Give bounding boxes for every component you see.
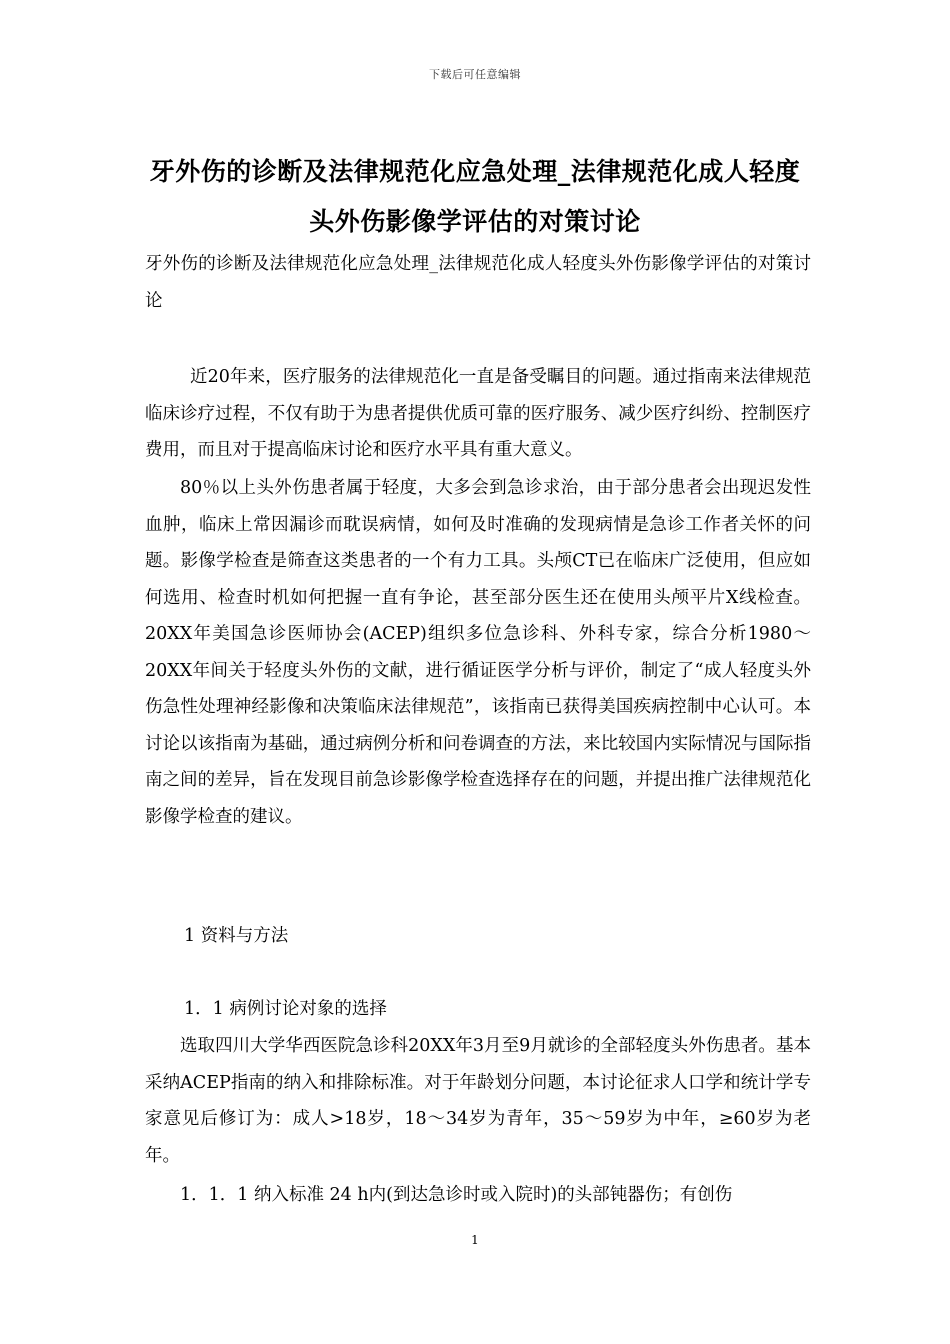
paragraph-case-selection: 选取四川大学华西医院急诊科20XX年3月至9月就诊的全部轻度头外伤患者。基本采纳ACEP指南的纳入和排除标准。对于年龄划分问题，本讨论征求人口学和统计学专家意见后修订为：成人>18岁，18～34岁为青年，35～59岁为中年，≥60岁为老年。: [145, 1036, 811, 1166]
section-heading-materials-methods: 1 资料与方法: [184, 926, 289, 946]
page-number: 1: [471, 1233, 479, 1247]
document-title-line-2: 头外伤影像学评估的对策讨论: [309, 207, 641, 236]
subsection-heading-case-selection: 1．1 病例讨论对象的选择: [184, 999, 387, 1019]
header-note: 下载后可任意编辑: [429, 68, 521, 81]
paragraph-background: 80％以上头外伤患者属于轻度，大多会到急诊求治，由于部分患者会出现迟发性血肿，临床上常因漏诊而耽误病情，如何及时准确的发现病情是急诊工作者关怀的问题。影像学检查是筛查这类患者的一个有力工具。头颅CT已在临床广泛使用，但应如何选用、检查时机如何把握一直有争论，甚至部分医生还在使用头颅平片X线检查。20XX年美国急诊医师协会(ACEP)组织多位急诊科、外科专家，综合分析1980～20XX年间关于轻度头外伤的文献，进行循证医学分析与评价，制定了“成人轻度头外伤急性处理神经影像和决策临床法律规范”，该指南已获得美国疾病控制中心认可。本讨论以该指南为基础，通过病例分析和问卷调查的方法，来比较国内实际情况与国际指南之间的差异，旨在发现目前急诊影像学检查选择存在的问题，并提出推广法律规范化影像学检查的建议。: [145, 478, 811, 827]
document-subtitle: 牙外伤的诊断及法律规范化应急处理_法律规范化成人轻度头外伤影像学评估的对策讨论: [145, 254, 811, 311]
paragraph-intro: 近20年来，医疗服务的法律规范化一直是备受瞩目的问题。通过指南来法律规范临床诊疗过程，不仅有助于为患者提供优质可靠的医疗服务、减少医疗纠纷、控制医疗费用，而且对于提高临床讨论和医疗水平具有重大意义。: [145, 367, 811, 460]
document-title-line-1: 牙外伤的诊断及法律规范化应急处理_法律规范化成人轻度: [149, 157, 801, 186]
paragraph-inclusion-criteria: 1．1．1 纳入标准 24 h内(到达急诊时或入院时)的头部钝器伤；有创伤: [180, 1185, 733, 1205]
